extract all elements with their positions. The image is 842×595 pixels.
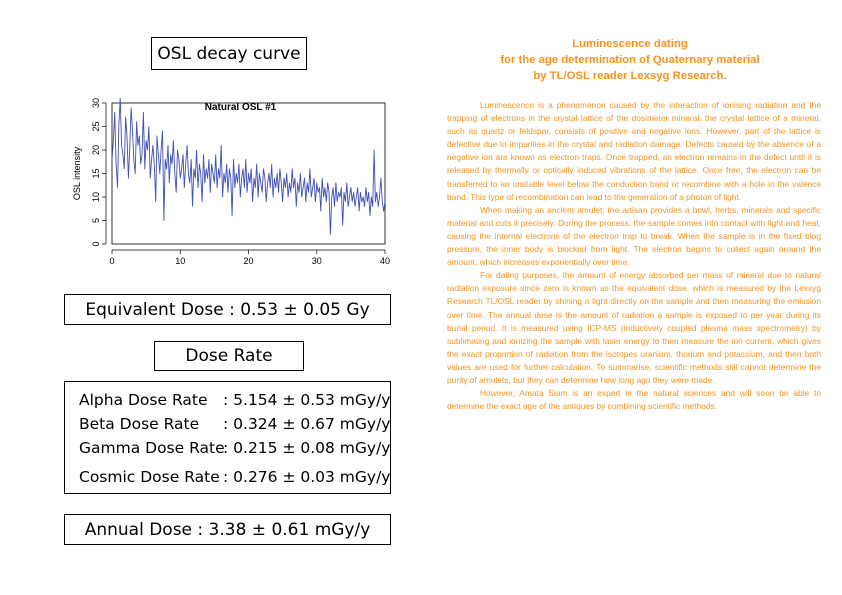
dose-rate-value: : 0.324 ± 0.67 mGy/y [223,415,391,433]
article-title-line: Luminescence dating [572,38,688,50]
y-tick-label: 30 [91,97,101,109]
chart-heading [151,37,307,70]
dose-rate-value: : 0.276 ± 0.03 mGy/y [223,468,391,486]
chart-title: Natural OSL #1 [204,102,277,113]
y-tick-label: 0 [91,241,101,247]
chart-heading-text: OSL decay curve [157,43,301,64]
dose-rate-label: Cosmic Dose Rate [79,468,220,486]
dose-rate-row-cosmic [79,466,389,488]
article-paragraph: When making an ancient amulet, the artisan provides a bowl, herbs, minerals and specific material and cuts it precisely. During the process, the sample comes into contact with light and heat, causing the internal electrons of the electron trap to break. When the sample is in the fixed blog pressure, the inner body is blocked from light. The electron begins to collect again around the amount, which increases exponentially over time. [447,204,821,268]
osl-decay-chart [70,95,390,275]
article-paragraph: Luminescence is a phenomenon caused by the interaction of ionising radiation and the trapping of electrons in the crystal lattice of the dosimeter mineral. the crystal lattice of a mineral, such as quartz or feldspar, consists of positive and negative ions. However, part of the lattice is defective due to impurities in the crystal and radiation damage. Defects caused by the absence of a negative ion are known as electron traps. Once trapped, an electron remains in the defect until it is released by thermally or optically induced vibrations of the lattice. Once free, the electron can be transferred to an unstable level below the conduction band or recombine with a hole in the valence band. This type of recombination can lead to the generation of a photon of light. [447,100,821,202]
article-title-line: for the age determination of Quaternary material [500,54,760,66]
dose-rate-label: Gamma Dose Rate [79,439,225,457]
dose-rate-table [64,381,391,494]
x-tick-label: 40 [379,256,390,266]
equivalent-dose-text: Equivalent Dose : 0.53 ± 0.05 Gy [85,299,370,320]
dose-rate-row-beta [79,413,389,435]
annual-dose-text: Annual Dose : 3.38 ± 0.61 mGy/y [84,519,371,540]
dose-rate-heading-text: Dose Rate [185,346,273,366]
dose-rate-heading [154,341,304,371]
x-tick-label: 10 [175,256,186,266]
x-tick-label: 20 [243,256,254,266]
article-paragraph: However, Amata Siam is an expert in the natural sciences and will soon be able to determine the exact age of the antiques by combining scientific methods. [447,388,821,412]
osl-series-line [112,98,385,234]
y-tick-label: 15 [91,168,101,179]
article-paragraph: For dating purposes, the amount of energy absorbed per mass of mineral due to natural radiation exposure since zero is known as the equivalent dose, which is measured by the Lexsyg Research TL/OSL reader by shining a light directly on the sample and then measuring the emission over time. The annual dose is the amount of radiation a sample is exposed to per year during its burial period. It is measured using ICP-MS (inductively coupled plasma mass spectrometry) by sublimating and ionizing the sample with laser energy to then measure the ion current, which gives the exact proportion of radiation from the isotopes uranium, thorium and potassium, and then both values are used for further calculation. To summarise, scientific methods still cannot determine the purity of amulets, but they can determine how long ago they were made. [447,270,821,385]
dose-rate-label: Beta Dose Rate [79,415,200,433]
x-tick-label: 0 [109,256,115,266]
y-axis-label: OSL intensity [72,146,82,201]
dose-rate-value: : 5.154 ± 0.53 mGy/y [223,391,391,409]
article-title [470,36,790,84]
x-tick-label: 30 [311,256,322,266]
dose-rate-row-alpha [79,389,389,411]
dose-rate-value: : 0.215 ± 0.08 mGy/y [223,439,391,457]
y-tick-label: 25 [91,121,101,132]
annual-dose-box [64,514,391,545]
y-tick-label: 5 [91,217,101,224]
dose-rate-row-gamma [79,437,389,459]
y-tick-label: 20 [91,144,101,156]
y-tick-label: 10 [91,191,101,203]
article-body [447,99,821,413]
dose-rate-label: Alpha Dose Rate [79,391,208,409]
article-title-line: by TL/OSL reader Lexsyg Research. [533,70,727,82]
equivalent-dose-box [64,294,391,325]
